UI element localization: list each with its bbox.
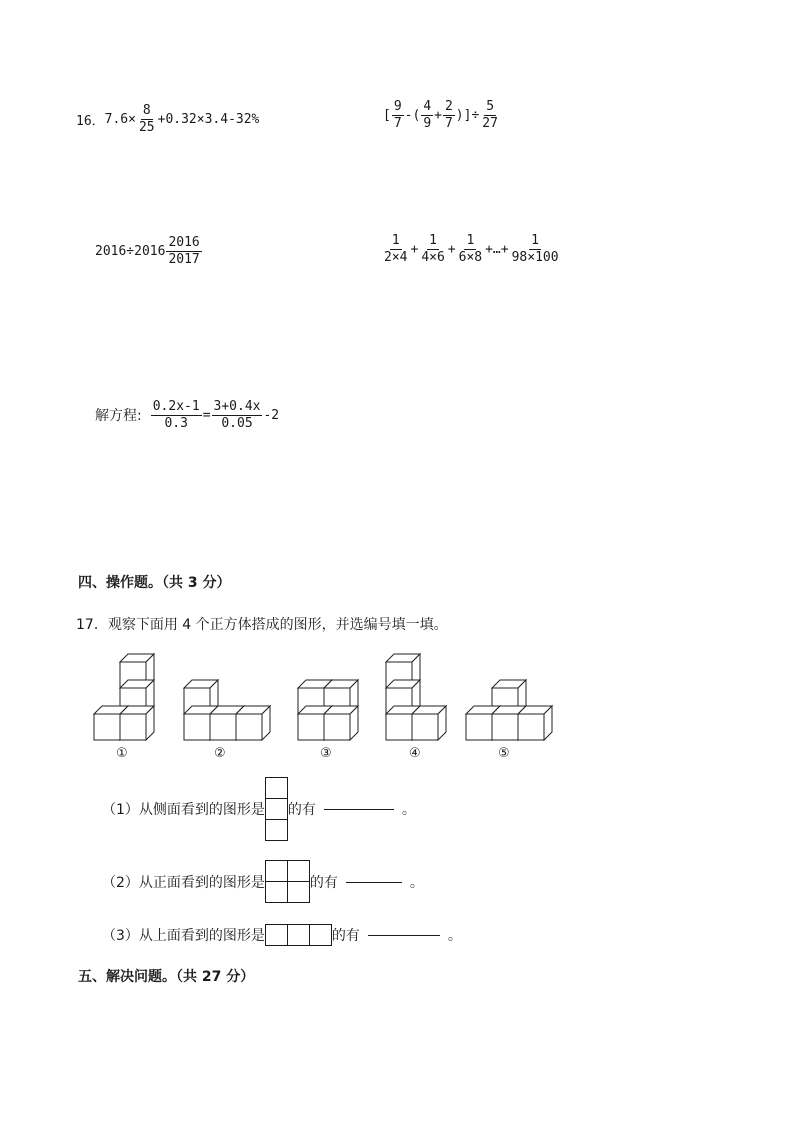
numerator: 1: [391, 233, 400, 248]
fraction: [457, 234, 484, 264]
figure-label-1: ①: [116, 746, 128, 761]
figure-label-5: ⑤: [498, 746, 510, 761]
q16-expression-4: [381, 234, 562, 264]
fraction: [392, 100, 404, 130]
front-view-grid: [265, 860, 310, 903]
operator: =: [202, 407, 211, 423]
fraction: [166, 236, 201, 266]
question-number: 16．: [76, 113, 105, 129]
expr-text: 7.6×: [104, 111, 136, 127]
denominator: 25: [138, 119, 155, 135]
sub-2-end: 。: [409, 874, 424, 891]
q17-prompt: 17．观察下面用 4 个正方体搭成的图形，并选编号填一填。: [76, 617, 448, 633]
figure-label-2: ②: [214, 746, 226, 761]
numerator: 3+0.4x: [213, 399, 261, 414]
denominator: 4×6: [421, 249, 445, 265]
equation-problem: [95, 400, 279, 430]
top-view-grid: [265, 924, 332, 946]
cube-figure-1: [94, 654, 154, 740]
denominator: 7: [393, 115, 402, 131]
bracket: [: [383, 107, 391, 123]
cube-figures: [88, 648, 554, 748]
figure-label-4: ④: [409, 746, 421, 761]
cube-figure-5: [466, 680, 552, 740]
side-view-grid: [265, 777, 288, 841]
cube-figure-4: [386, 654, 446, 740]
numerator: 1: [531, 233, 539, 248]
cube-figure-2: [184, 680, 270, 740]
q16-expression-1: [76, 104, 259, 134]
denominator: 9: [423, 115, 432, 131]
numerator: 4: [423, 99, 432, 114]
numerator: 1: [429, 233, 437, 248]
fraction: [137, 104, 157, 134]
equation-label: 解方程:: [95, 408, 142, 425]
cube-figure-3: [298, 680, 358, 740]
q16-expression-3: [95, 236, 203, 266]
q16-expression-2: [383, 100, 501, 130]
numerator: 0.2x-1: [152, 399, 200, 414]
sub-2-text: （2）从正面看到的图形是: [102, 874, 265, 891]
section-5-title: 五、解决问题。（共 27 分）: [78, 969, 255, 985]
denominator: 27: [482, 115, 498, 131]
answer-blank-1[interactable]: [324, 808, 394, 810]
answer-blank-3[interactable]: [368, 934, 440, 936]
fraction: [151, 400, 202, 430]
fraction: [421, 100, 433, 130]
expr-text: 2016÷2016: [95, 243, 166, 259]
numerator: 9: [393, 99, 402, 114]
sub-3-end: 。: [447, 928, 462, 944]
q17-sub-2: [102, 860, 424, 903]
denominator: 2×4: [384, 249, 408, 265]
fraction: [480, 100, 500, 130]
denominator: 98×100: [511, 249, 559, 265]
fraction: [443, 100, 455, 130]
operator: +…+: [485, 241, 509, 257]
sub-1-end: 。: [401, 802, 416, 818]
denominator: 0.05: [221, 415, 253, 431]
numerator: 2016: [168, 235, 200, 250]
numerator: 8: [142, 103, 151, 118]
denominator: 7: [444, 115, 453, 131]
operator: +: [447, 241, 456, 257]
sub-1-text: （1）从侧面看到的图形是: [102, 802, 265, 818]
denominator: 6×8: [458, 249, 483, 265]
expr-text: -2: [263, 407, 280, 423]
fraction: [510, 234, 561, 264]
numerator: 5: [486, 99, 495, 114]
fraction: [419, 234, 446, 264]
answer-blank-2[interactable]: [346, 881, 402, 883]
operator: +: [434, 107, 442, 123]
denominator: 0.3: [164, 415, 188, 431]
operator: )]÷: [455, 107, 480, 123]
sub-3-text: （3）从上面看到的图形是: [102, 928, 265, 944]
fraction: [212, 400, 263, 430]
q17-sub-3: [102, 924, 462, 946]
fraction: [382, 234, 409, 264]
numerator: 1: [466, 233, 475, 248]
q17-sub-1: [102, 777, 416, 841]
operator: +: [410, 241, 419, 257]
section-4-title: 四、操作题。（共 3 分）: [78, 575, 231, 591]
numerator: 2: [444, 99, 453, 114]
denominator: 2017: [168, 251, 200, 267]
expr-text: +0.32×3.4-32%: [157, 111, 260, 127]
sub-1-suffix: 的有: [287, 802, 316, 818]
sub-3-suffix: 的有: [331, 928, 360, 944]
figure-label-3: ③: [320, 746, 332, 761]
sub-2-suffix: 的有: [309, 874, 338, 891]
operator: -(: [404, 107, 421, 123]
